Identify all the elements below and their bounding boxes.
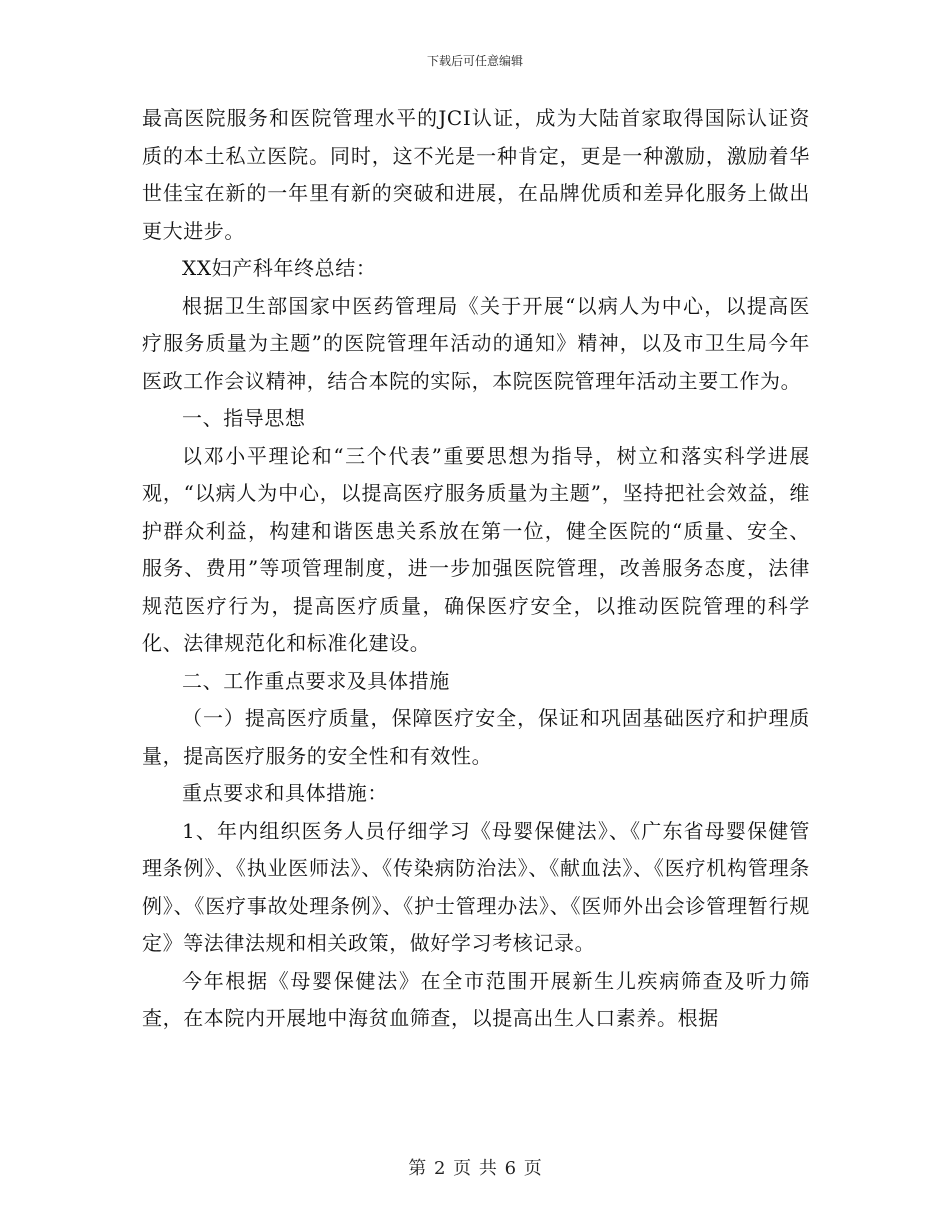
heading-guiding-ideology: 一、指导思想 bbox=[182, 406, 306, 430]
page-header: 下载后可任意编辑 bbox=[426, 54, 523, 68]
heading-work-priorities: 二、工作重点要求及具体措施 bbox=[182, 668, 450, 693]
page-footer: 第 2 页 共 6 页 bbox=[408, 1158, 542, 1179]
paragraph-law-study: 1、年内组织医务人员仔细学习《母婴保健法》、《广东省母婴保健管理条例》、《执业医师法》、《传染病防治法》、《献血法》、《医疗机构管理条例》、《医疗事故处理条例》、《护士管理办法》、《医师外出会诊管理暂行规定》等法律法规和相关政策，做好学习考核记录。 bbox=[142, 818, 810, 955]
section-heading-year-end-summary: XX妇产科年终总结： bbox=[182, 256, 377, 280]
document-body bbox=[142, 100, 810, 1038]
paragraph-newborn-screening: 今年根据《母婴保健法》在全市范围开展新生儿疾病筛查及听力筛查，在本院内开展地中海贫血筛查，以提高出生人口素养。根据 bbox=[142, 968, 810, 1030]
paragraph-medical-quality: （一）提高医疗质量，保障医疗安全，保证和巩固基础医疗和护理质量，提高医疗服务的安全性和有效性。 bbox=[142, 706, 810, 768]
paragraph-management-year-notice: 根据卫生部国家中医药管理局《关于开展“以病人为中心，以提高医疗服务质量为主题”的医院管理年活动的通知》精神，以及市卫生局今年医政工作会议精神，结合本院的实际，本院医院管理年活动主要工作为。 bbox=[142, 293, 810, 393]
paragraph-guiding-ideology: 以邓小平理论和“三个代表”重要思想为指导，树立和落实科学进展观，“以病人为中心，以提高医疗服务质量为主题”，坚持把社会效益，维护群众利益，构建和谐医患关系放在第一位，健全医院的“质量、安全、服务、费用”等项管理制度，进一步加强医院管理，改善服务态度，法律规范医疗行为，提高医疗质量，确保医疗安全，以推动医院管理的科学化、法律规范化和标准化建设。 bbox=[142, 443, 810, 655]
paragraph-jci-certification: 最高医院服务和医院管理水平的JCI认证，成为大陆首家取得国际认证资质的本土私立医院。同时，这不光是一种肯定，更是一种激励，激励着华世佳宝在新的一年里有新的突破和进展，在品牌优质和差异化服务上做出更大进步。 bbox=[142, 106, 810, 243]
heading-key-requirements: 重点要求和具体措施： bbox=[182, 781, 388, 805]
